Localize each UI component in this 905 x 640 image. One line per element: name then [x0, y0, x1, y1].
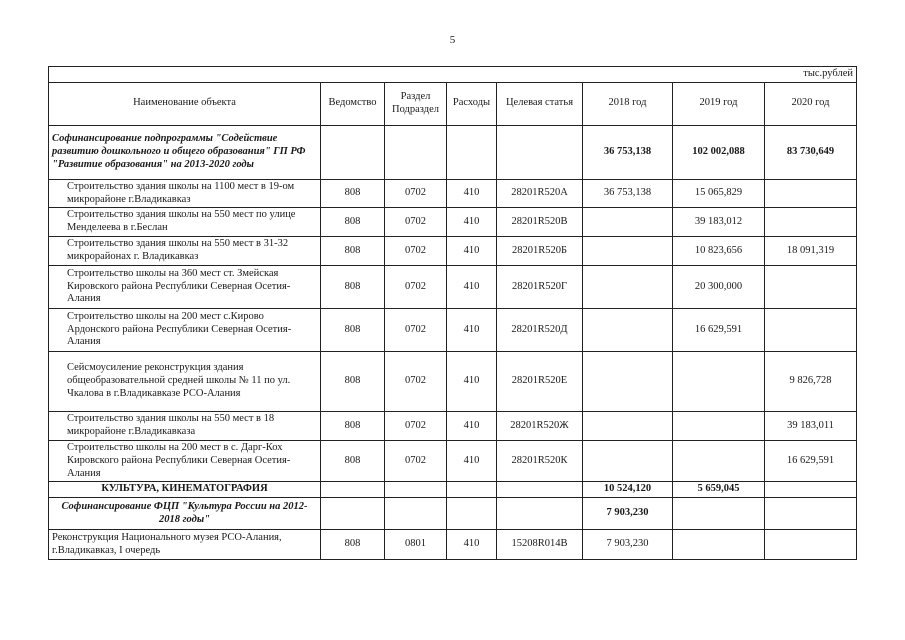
- y2018-cell: 36 753,138: [583, 179, 673, 208]
- table-cell: [321, 498, 385, 530]
- expense-cell: 410: [447, 530, 497, 560]
- table-cell: [673, 498, 765, 530]
- dept-cell: 808: [321, 236, 385, 265]
- header-row: [49, 82, 857, 125]
- expense-cell: 410: [447, 179, 497, 208]
- col-header-2020: 2020 год: [765, 82, 857, 125]
- section-cell: 0702: [385, 411, 447, 440]
- table-cell: [385, 482, 447, 498]
- y2020-cell: [765, 308, 857, 351]
- col-header-target: Целевая статья: [497, 82, 583, 125]
- table-cell: [385, 125, 447, 179]
- y2018-cell: [583, 411, 673, 440]
- y2018-cell: [583, 208, 673, 237]
- table-cell: [765, 482, 857, 498]
- y2019-cell: 15 065,829: [673, 179, 765, 208]
- dept-cell: 808: [321, 351, 385, 411]
- program-row: [49, 498, 857, 530]
- section-cell: 0702: [385, 265, 447, 308]
- y2019-cell: 16 629,591: [673, 308, 765, 351]
- table-cell: [321, 125, 385, 179]
- table-row: [49, 208, 857, 237]
- y2020-cell: [765, 530, 857, 560]
- y2019-cell: [673, 530, 765, 560]
- col-header-name: Наименование объекта: [49, 82, 321, 125]
- dept-cell: 808: [321, 530, 385, 560]
- table-cell: [497, 498, 583, 530]
- target-cell: 28201R520Ж: [497, 411, 583, 440]
- section-row: [49, 482, 857, 498]
- section-name: КУЛЬТУРА, КИНЕМАТОГРАФИЯ: [49, 482, 321, 498]
- dept-cell: 808: [321, 265, 385, 308]
- dept-cell: 808: [321, 411, 385, 440]
- object-name: Строительство здания школы на 550 мест в 31-32 микрорайонах г. Владикавказ: [49, 236, 321, 265]
- dept-cell: 808: [321, 440, 385, 481]
- section-cell: 0702: [385, 308, 447, 351]
- program-row: [49, 125, 857, 179]
- y2019-cell: 39 183,012: [673, 208, 765, 237]
- y2018-cell: [583, 236, 673, 265]
- object-name: Строительство здания школы на 550 мест по улице Менделеева в г.Беслан: [49, 208, 321, 237]
- table-cell: [497, 125, 583, 179]
- y2018-cell: 7 903,230: [583, 530, 673, 560]
- program-name: Софинансирование подпрограммы "Содействие развитию дошкольного и общего образования" ГП РФ "Развитие образования" на 2013-2020 годы: [49, 125, 321, 179]
- units-label: тыс.рублей: [49, 67, 857, 83]
- program-2018: 36 753,138: [583, 125, 673, 179]
- section-cell: 0702: [385, 440, 447, 481]
- dept-cell: 808: [321, 208, 385, 237]
- table-cell: [447, 125, 497, 179]
- expense-cell: 410: [447, 308, 497, 351]
- units-row: [49, 67, 857, 83]
- table-row: [49, 308, 857, 351]
- target-cell: 28201R520А: [497, 179, 583, 208]
- y2020-cell: [765, 208, 857, 237]
- target-cell: 28201R520Д: [497, 308, 583, 351]
- y2019-cell: 20 300,000: [673, 265, 765, 308]
- page-number: 5: [449, 34, 456, 46]
- section-2018: 10 524,120: [583, 482, 673, 498]
- object-name: Строительство школы на 360 мест ст. Змейская Кировского района Республики Северная Осетия-Алания: [49, 265, 321, 308]
- budget-table: [48, 66, 857, 560]
- table-cell: [497, 482, 583, 498]
- y2018-cell: [583, 351, 673, 411]
- dept-cell: 808: [321, 179, 385, 208]
- program-2019: 102 002,088: [673, 125, 765, 179]
- table-cell: [321, 482, 385, 498]
- y2018-cell: [583, 440, 673, 481]
- expense-cell: 410: [447, 440, 497, 481]
- y2020-cell: 9 826,728: [765, 351, 857, 411]
- program-name: Софинансирование ФЦП "Культура России на 2012-2018 годы": [49, 498, 321, 530]
- table-row: [49, 236, 857, 265]
- table-cell: [765, 498, 857, 530]
- expense-cell: 410: [447, 236, 497, 265]
- col-header-expense: Расходы: [447, 82, 497, 125]
- object-name: Строительство здания школы на 550 мест в 18 микрорайоне г.Владикавказа: [49, 411, 321, 440]
- section-cell: 0702: [385, 179, 447, 208]
- program-2018: 7 903,230: [583, 498, 673, 530]
- y2019-cell: [673, 440, 765, 481]
- table-row: [49, 440, 857, 481]
- y2019-cell: [673, 351, 765, 411]
- target-cell: 28201R520Г: [497, 265, 583, 308]
- table-cell: [447, 498, 497, 530]
- col-header-2019: 2019 год: [673, 82, 765, 125]
- object-name: Сейсмоусиление реконструкция здания общеобразовательной средней школы № 11 по ул. Чкалова в г.Владикавказе РСО-Алания: [49, 351, 321, 411]
- y2019-cell: 10 823,656: [673, 236, 765, 265]
- expense-cell: 410: [447, 265, 497, 308]
- target-cell: 28201R520К: [497, 440, 583, 481]
- target-cell: 28201R520Б: [497, 236, 583, 265]
- program-2020: 83 730,649: [765, 125, 857, 179]
- dept-cell: 808: [321, 308, 385, 351]
- table-row: [49, 265, 857, 308]
- section-cell: 0801: [385, 530, 447, 560]
- expense-cell: 410: [447, 208, 497, 237]
- table-cell: [385, 498, 447, 530]
- object-name: Строительство здания школы на 1100 мест в 19-ом микрорайоне г.Владикавказ: [49, 179, 321, 208]
- y2020-cell: 39 183,011: [765, 411, 857, 440]
- section-2019: 5 659,045: [673, 482, 765, 498]
- target-cell: 15208R014В: [497, 530, 583, 560]
- col-header-section: Раздел Подраздел: [385, 82, 447, 125]
- y2020-cell: [765, 265, 857, 308]
- table-row: [49, 530, 857, 560]
- col-header-dept: Ведомство: [321, 82, 385, 125]
- y2018-cell: [583, 308, 673, 351]
- y2020-cell: [765, 179, 857, 208]
- table-row: [49, 411, 857, 440]
- expense-cell: 410: [447, 351, 497, 411]
- section-cell: 0702: [385, 208, 447, 237]
- col-header-2018: 2018 год: [583, 82, 673, 125]
- y2018-cell: [583, 265, 673, 308]
- y2020-cell: 16 629,591: [765, 440, 857, 481]
- y2020-cell: 18 091,319: [765, 236, 857, 265]
- object-name: Строительство школы на 200 мест в с. Дарг-Кох Кировского района Республики Северная Осетия-Алания: [49, 440, 321, 481]
- table-cell: [447, 482, 497, 498]
- section-cell: 0702: [385, 236, 447, 265]
- table-row: [49, 179, 857, 208]
- object-name: Строительство школы на 200 мест с.Кирово Ардонского района Республики Северная Осетия-Алания: [49, 308, 321, 351]
- y2019-cell: [673, 411, 765, 440]
- object-name: Реконструкция Национального музея РСО-Алания, г.Владикавказ, I очередь: [49, 530, 321, 560]
- target-cell: 28201R520В: [497, 208, 583, 237]
- target-cell: 28201R520Е: [497, 351, 583, 411]
- section-cell: 0702: [385, 351, 447, 411]
- expense-cell: 410: [447, 411, 497, 440]
- table-row: [49, 351, 857, 411]
